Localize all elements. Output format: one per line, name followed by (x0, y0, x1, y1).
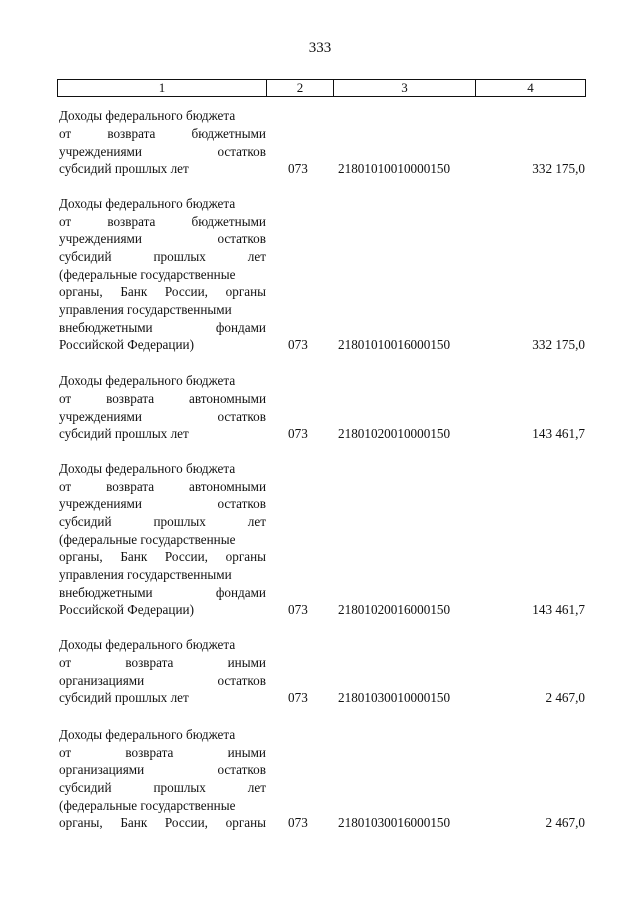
description-word: остатков (217, 496, 266, 512)
row-classification-code: 21801010010000150 (338, 161, 451, 177)
row-code: 073 (288, 426, 308, 442)
description-word: остатков (217, 231, 266, 247)
description-word: субсидий (59, 779, 112, 795)
description-word: (федеральные государственные (59, 797, 236, 813)
description-line (59, 814, 266, 832)
description-word: лет (247, 779, 266, 795)
description-word: учреждениями (59, 496, 142, 512)
description-word: автономными (189, 390, 266, 406)
description-word: Доходы федерального бюджета (59, 108, 236, 124)
header-col-1: 1 (58, 80, 267, 96)
description-word: органы (225, 815, 266, 831)
description-word: бюджетными (191, 125, 266, 141)
description-word: от (59, 390, 72, 406)
description-word: организациями (59, 672, 145, 688)
description-word: учреждениями (59, 231, 142, 247)
description-word: Доходы федерального бюджета (59, 460, 236, 476)
row-amount: 332 175,0 (532, 337, 585, 353)
description-word: органы, (59, 815, 103, 831)
description-word: Доходы федерального бюджета (59, 195, 236, 211)
description-word: Банк (120, 815, 148, 831)
row-classification-code: 21801030016000150 (338, 815, 451, 831)
description-word: России, (164, 284, 208, 300)
description-word: прошлых (153, 513, 206, 529)
row-amount: 143 461,7 (532, 426, 585, 442)
description-word: фондами (215, 584, 266, 600)
description-word: фондами (215, 319, 266, 335)
description-word: от (59, 744, 72, 760)
description-word: иными (227, 744, 266, 760)
description-line (59, 797, 266, 815)
description-word: органы (225, 549, 266, 565)
description-word: остатков (217, 408, 266, 424)
description-word: возврата (106, 390, 155, 406)
description-word: России, (164, 549, 208, 565)
description-word: органы (225, 284, 266, 300)
description-word: Банк (120, 284, 148, 300)
row-code: 073 (288, 337, 308, 353)
description-word: от (59, 654, 72, 670)
description-word: иными (227, 654, 266, 670)
description-word: от (59, 125, 72, 141)
description-word: Доходы федерального бюджета (59, 726, 236, 742)
description-line (59, 744, 266, 762)
header-col-4: 4 (527, 80, 534, 95)
description-word: Доходы федерального бюджета (59, 637, 236, 653)
row-classification-code: 21801020010000150 (338, 426, 451, 442)
description-word: Российской Федерации) (59, 337, 194, 353)
description-word: остатков (217, 762, 266, 778)
description-word: управления государственными (59, 566, 232, 582)
row-amount: 332 175,0 (532, 161, 585, 177)
description-word: учреждениями (59, 143, 142, 159)
description-word: субсидий прошлых лет (59, 426, 189, 442)
description-word: от (59, 213, 72, 229)
row-amount: 2 467,0 (545, 690, 585, 706)
description-word: субсидий прошлых лет (59, 690, 189, 706)
description-word: возврата (125, 654, 174, 670)
description-line (59, 761, 266, 779)
row-classification-code: 21801030010000150 (338, 690, 451, 706)
description-word: возврата (125, 744, 174, 760)
description-word: учреждениями (59, 408, 142, 424)
description-word: России, (164, 815, 208, 831)
description-word: возврата (106, 478, 155, 494)
row-code: 073 (288, 815, 308, 831)
description-word: субсидий (59, 248, 112, 264)
description-line (59, 726, 266, 744)
row-code: 073 (288, 690, 308, 706)
row-code: 073 (288, 161, 308, 177)
description-word: Доходы федерального бюджета (59, 373, 236, 389)
description-word: управления государственными (59, 301, 232, 317)
row-classification-code: 21801020016000150 (338, 602, 451, 618)
description-word: остатков (217, 672, 266, 688)
row-amount: 2 467,0 (545, 815, 585, 831)
row-amount: 143 461,7 (532, 602, 585, 618)
description-word: прошлых (153, 248, 206, 264)
row-code: 073 (288, 602, 308, 618)
header-col-2: 2 (267, 80, 334, 96)
description-word: возврата (107, 213, 156, 229)
description-word: прошлых (153, 779, 206, 795)
page-number: 333 (308, 40, 332, 56)
description-word: внебюджетными (59, 319, 153, 335)
description-word: органы, (59, 549, 103, 565)
description-word: лет (247, 248, 266, 264)
description-word: от (59, 478, 72, 494)
description-word: бюджетными (191, 213, 266, 229)
description-word: Российской Федерации) (59, 602, 194, 618)
description-word: субсидий (59, 513, 112, 529)
description-word: субсидий прошлых лет (59, 161, 189, 177)
description-word: остатков (217, 143, 266, 159)
description-word: органы, (59, 284, 103, 300)
description-word: возврата (107, 125, 156, 141)
row-description (59, 726, 266, 832)
description-word: (федеральные государственные (59, 531, 236, 547)
description-word: организациями (59, 762, 145, 778)
description-word: автономными (189, 478, 266, 494)
description-line (59, 779, 266, 797)
description-word: лет (247, 513, 266, 529)
header-col-3: 3 (334, 80, 476, 96)
description-word: внебюджетными (59, 584, 153, 600)
description-word: Банк (120, 549, 148, 565)
row-classification-code: 21801010016000150 (338, 337, 451, 353)
description-word: (федеральные государственные (59, 266, 236, 282)
